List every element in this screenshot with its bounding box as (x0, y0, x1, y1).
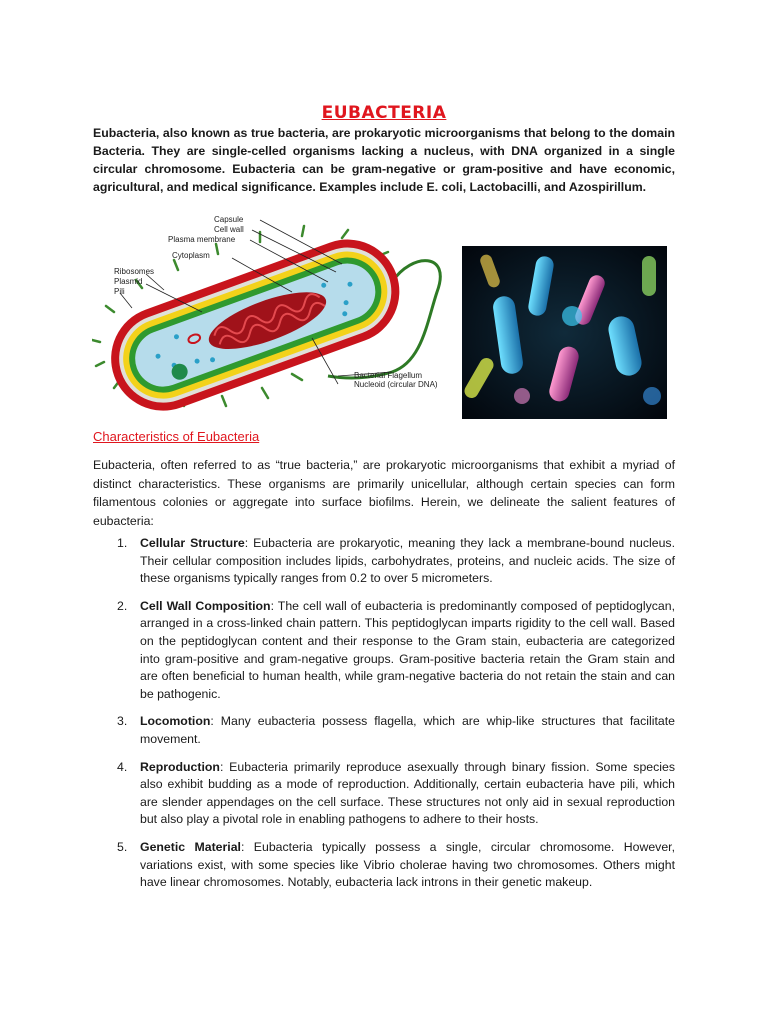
list-item-text: : The cell wall of eubacteria is predominantly composed of peptidoglycan, arranged in a cross-linked chain pattern. This peptidoglycan imparts rigidity to the cell wall. Based on the peptidoglycan content and their response to the Gram stain, eubacteria are categorized into gram-positive and gram-negative groups. Gram-positive bacteria retain the Gram stain and are often beneficial to human health, while gram-negative bacteria do not retain the stain and can be pathogenic. (140, 598, 675, 701)
list-item-number: 3. (117, 714, 128, 729)
list-item-text: : Eubacteria are prokaryotic, meaning they lack a membrane-bound nucleus. Their cellular composition includes lipids, carbohydrates, proteins, and nucleic acids. The size of these organisms typically ranges from 0.2 to over 5 micrometers. (140, 536, 675, 586)
list-item (93, 535, 675, 588)
features-list (93, 535, 675, 902)
label-cell-wall: Cell wall (214, 225, 244, 234)
list-item (93, 713, 675, 748)
list-item-term: Cell Wall Composition (140, 598, 271, 613)
label-pili: Pili (114, 287, 125, 296)
list-item-text: : Eubacteria typically possess a single, circular chromosome. However, variations exist, with some species like Vibrio cholerae having two chromosomes. Others might have linear chromosomes. Notably, eubacteria lack introns in their genetic makeup. (140, 839, 675, 890)
bacteria-micrograph (462, 246, 667, 419)
section-intro-paragraph: Eubacteria, often referred to as “true bacteria,” are prokaryotic microorganisms that exhibit a myriad of distinct characteristics. These organisms are primarily unicellular, although certain species can form filamentous colonies or aggregate into surface biofilms. Herein, we delineate the salient features of eubacteria: (93, 458, 675, 528)
list-item-term: Cellular Structure (140, 536, 245, 550)
list-item (93, 839, 675, 892)
label-plasmid: Plasmid (114, 277, 143, 286)
label-capsule: Capsule (214, 215, 244, 224)
bacterial-cell-diagram (92, 212, 458, 420)
label-flagellum: Bacterial Flagellum (354, 371, 423, 380)
list-item-number: 4. (117, 759, 128, 774)
list-item (93, 759, 675, 829)
label-plasma-membrane: Plasma membrane (168, 235, 236, 244)
list-item-text: : Many eubacteria possess flagella, which are whip-like structures that facilitate movement. (140, 714, 675, 746)
list-item-term: Locomotion (140, 714, 211, 729)
list-item-number: 2. (117, 598, 128, 613)
list-item-number: 1. (117, 536, 128, 550)
list-item-term: Genetic Material (140, 839, 241, 854)
list-item (93, 598, 675, 704)
section-heading: Characteristics of Eubacteria (93, 429, 260, 444)
label-cytoplasm: Cytoplasm (172, 251, 210, 260)
list-item-number: 5. (117, 839, 128, 854)
intro-paragraph: Eubacteria, also known as true bacteria, are prokaryotic microorganisms that belong to the domain Bacteria. They are single-celled organisms lacking a nucleus, with DNA organized in a single circular chromosome. Eubacteria can be gram-negative or gram-positive and have economic, agricultural, and medical significance. Examples include E. coli, Lactobacilli, and Azospirillum. (93, 126, 675, 194)
page-title: EUBACTERIA (321, 103, 447, 124)
label-nucleoid: Nucleoid (circular DNA) (354, 380, 438, 389)
label-ribosomes: Ribosomes (114, 267, 155, 276)
list-item-text: : Eubacteria primarily reproduce asexually through binary fission. Some species also exhibit budding as a mode of reproduction. Additionally, certain eubacteria have pili, which are slender appendages on the cell surface. These structures not only aid in sexual reproduction but also play a pivotal role in enabling pathogens to adhere to their hosts. (140, 759, 675, 827)
list-item-term: Reproduction (140, 759, 220, 774)
